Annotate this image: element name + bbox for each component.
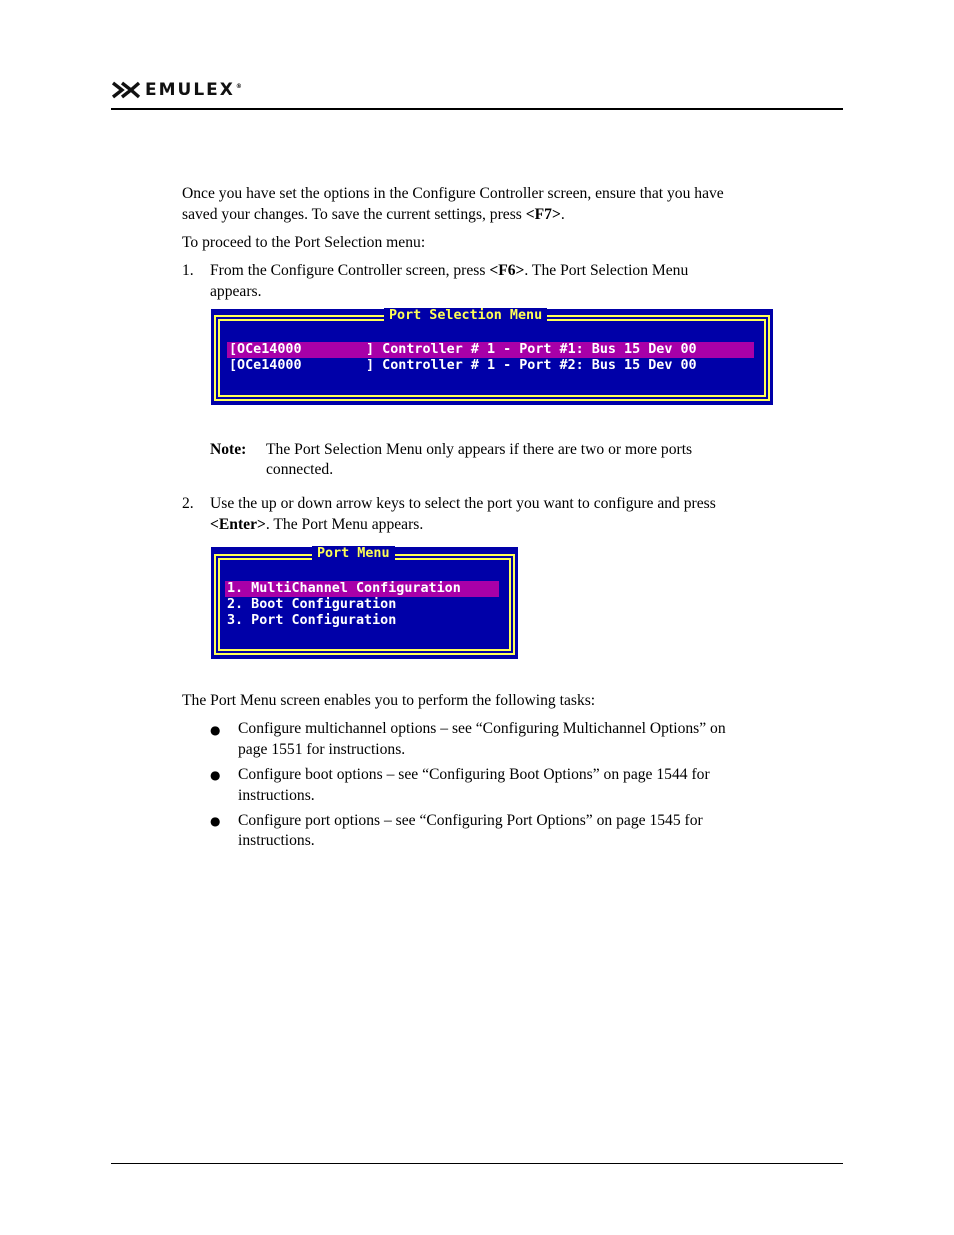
step-1-text-cont: appears. [210,283,262,300]
tasks-intro: The Port Menu screen enables you to perform the following tasks: [182,692,596,709]
bullet-3-line-1: Configure port options – see “Configuring Port Options” on page 1545 for [238,812,703,829]
bullet-icon: ● [210,814,221,828]
intro-proceed: To proceed to the Port Selection menu: [182,234,426,251]
page-header [111,79,244,101]
emulex-logo-icon [111,80,141,100]
note-text-cont: connected. [266,461,334,478]
note-text: The Port Selection Menu only appears if there are two or more ports [266,441,693,458]
logo-text: EMULEX® [145,80,244,100]
port-selection-row-1[interactable]: [OCe14000 ] Controller # 1 - Port #1: Bus 15 Dev 00 [227,342,754,358]
step-2-text: Use the up or down arrow keys to select the port you want to configure and press [210,495,716,512]
note-label: Note: [210,441,247,458]
port-menu-title: Port Menu [312,546,395,562]
intro-line-2: saved your changes. To save the current settings, press <F7>. [182,206,565,223]
key-enter: <Enter> [210,516,266,533]
bullet-3-line-2: instructions. [238,832,315,849]
bullet-2-line-1: Configure boot options – see “Configuring Boot Options” on page 1544 for [238,766,710,783]
step-2-text-cont: <Enter>. The Port Menu appears. [210,516,424,533]
key-f6: <F6> [489,262,525,279]
port-menu-screen [211,547,518,659]
step-1-number: 1. [182,262,194,279]
intro-line-1: Once you have set the options in the Configure Controller screen, ensure that you have [182,185,724,202]
menu-item-multichannel[interactable]: 1. MultiChannel Configuration [225,581,499,597]
bullet-2-line-2: instructions. [238,787,315,804]
step-1-text: From the Configure Controller screen, press <F6>. The Port Selection Menu [210,262,689,279]
port-selection-screen [211,309,773,405]
key-f7: <F7> [525,206,561,223]
header-rule [111,108,843,110]
bullet-1-line-1: Configure multichannel options – see “Configuring Multichannel Options” on [238,720,726,737]
footer-rule [111,1163,843,1164]
port-selection-row-2[interactable]: [OCe14000 ] Controller # 1 - Port #2: Bus 15 Dev 00 [229,358,697,373]
menu-item-port[interactable]: 3. Port Configuration [227,613,397,628]
bullet-icon: ● [210,768,221,782]
bullet-icon: ● [210,723,221,737]
step-2-number: 2. [182,495,194,512]
menu-item-boot[interactable]: 2. Boot Configuration [227,597,397,612]
bullet-1-line-2: page 1551 for instructions. [238,741,406,758]
port-selection-title: Port Selection Menu [384,308,547,324]
